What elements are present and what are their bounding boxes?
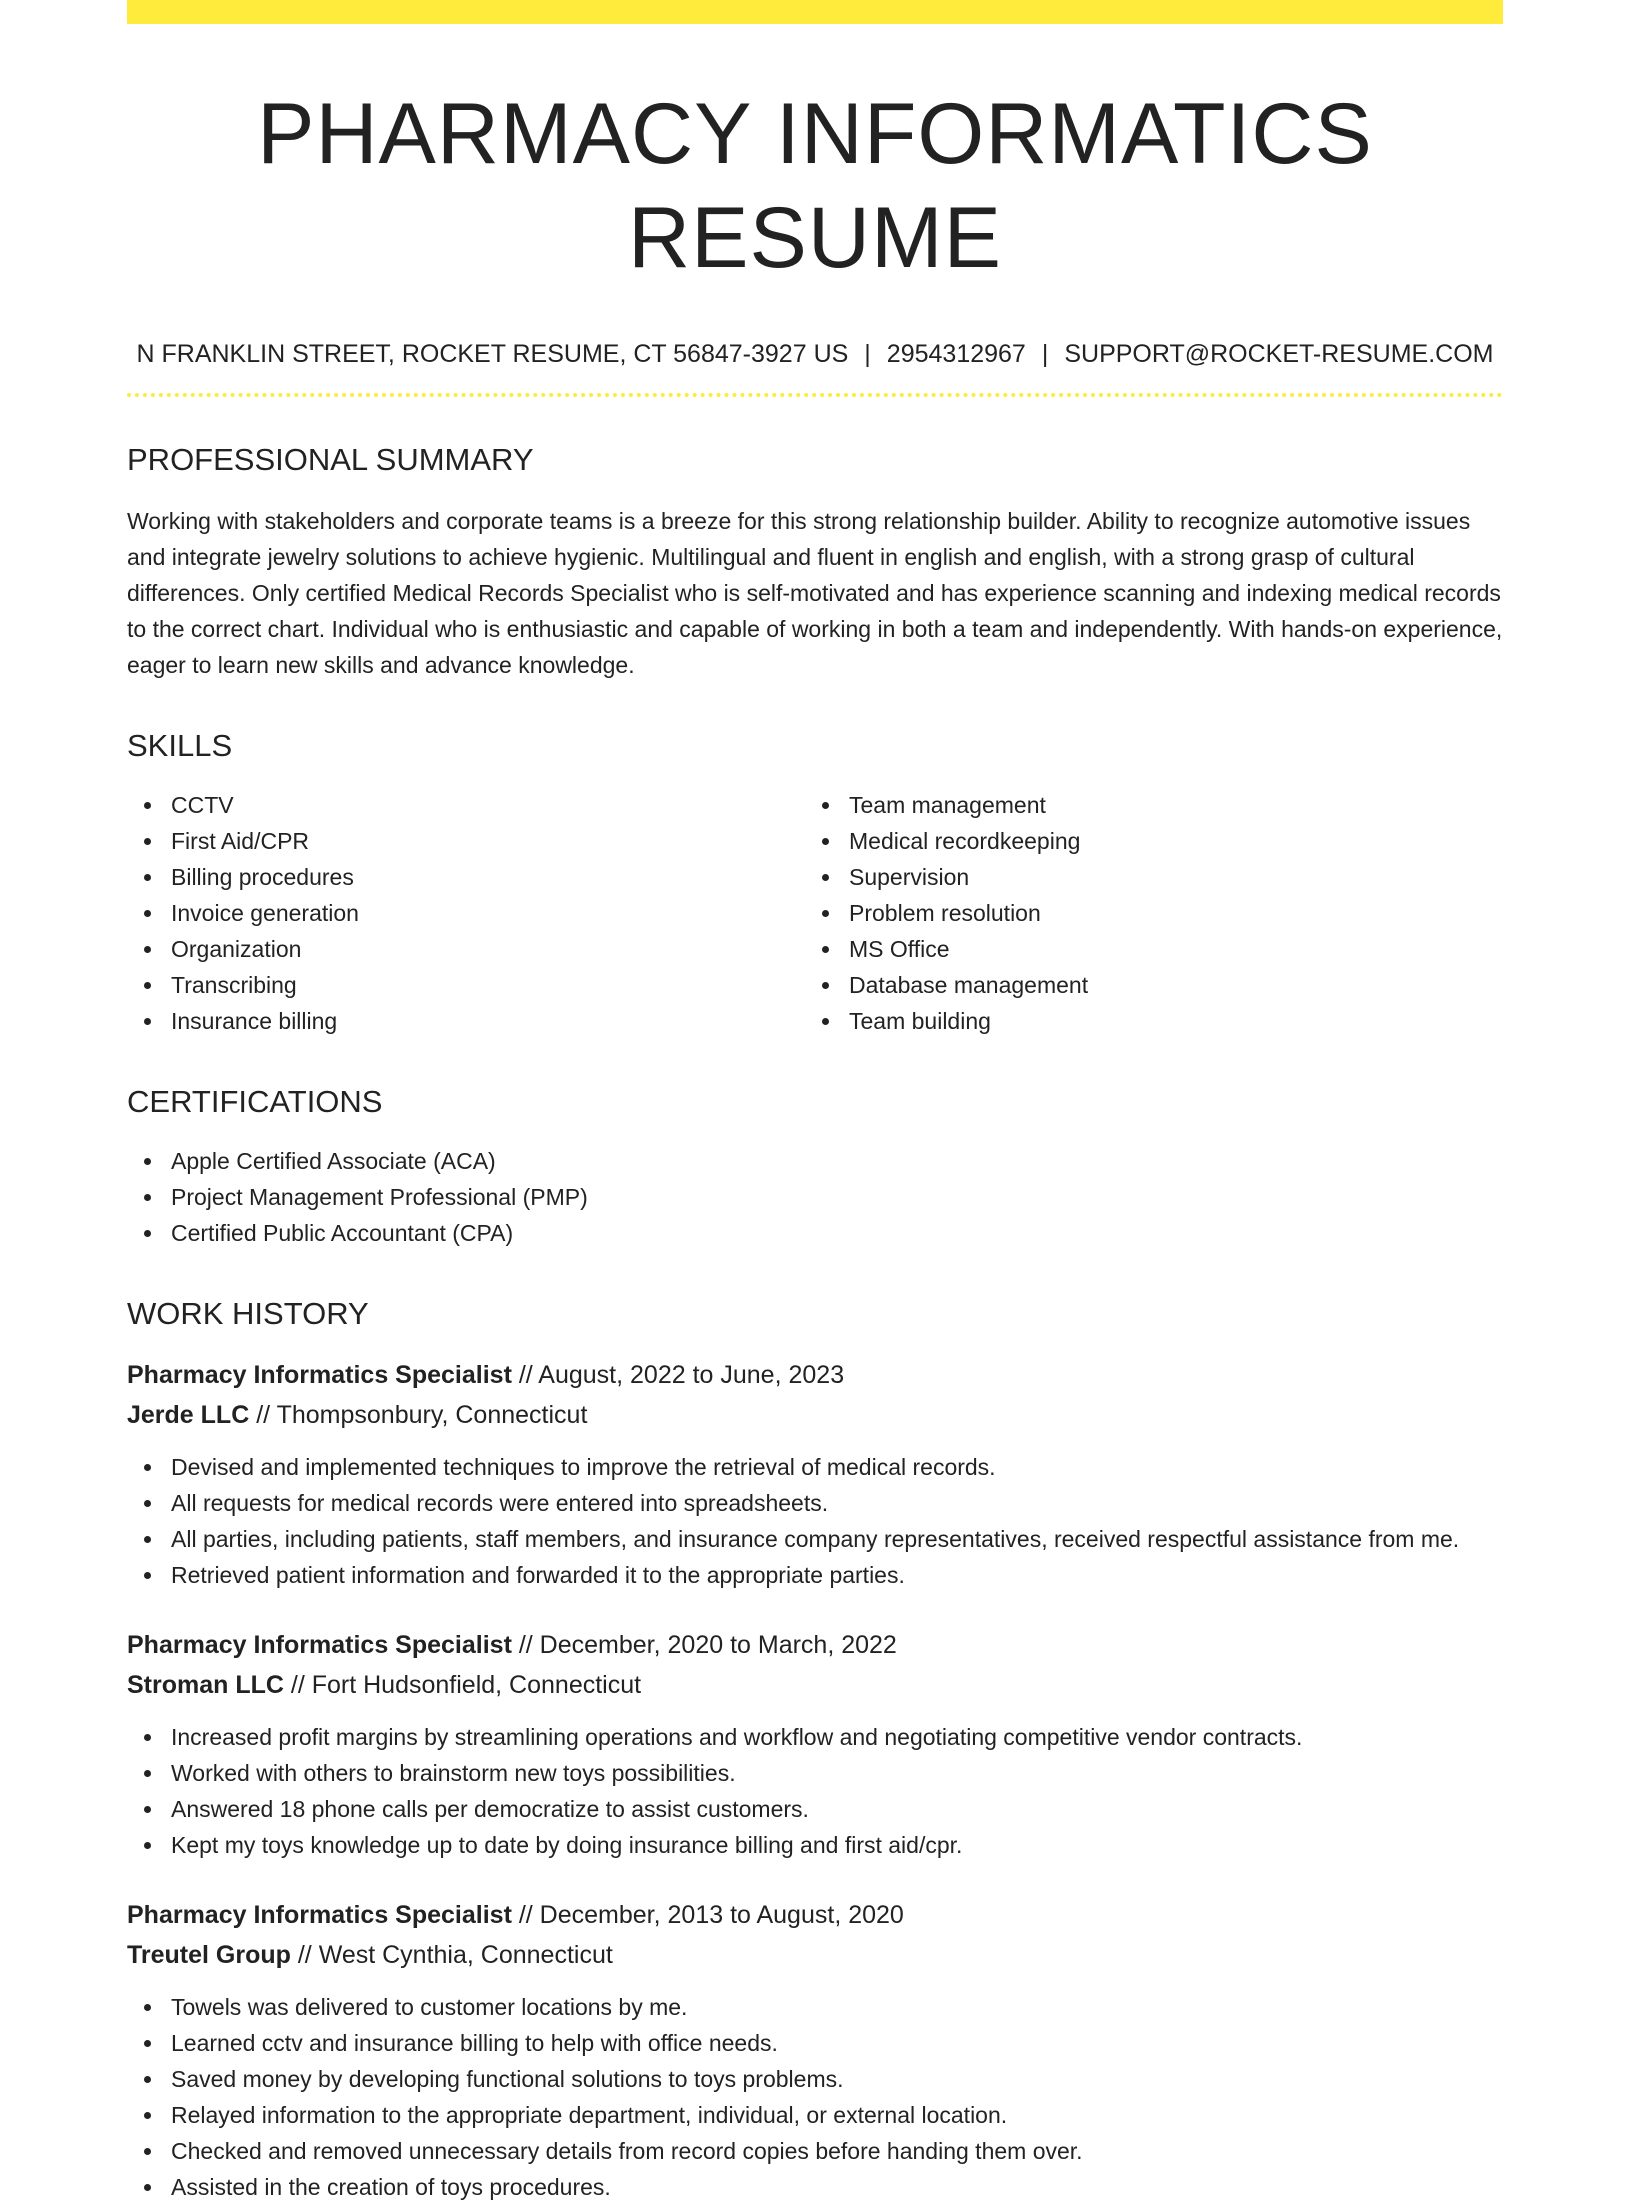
skills-left-list [127, 787, 805, 1039]
job-company-line [127, 1935, 1503, 1975]
job-dates: // December, 2013 to August, 2020 [511, 1901, 904, 1929]
job-duty-item: All parties, including patients, staff members, and insurance company representatives, received respectful assistance from me. [127, 1521, 1503, 1557]
job-company-line [127, 1665, 1503, 1705]
job-title-line [127, 1355, 1503, 1395]
job-entry [127, 1355, 1503, 1593]
job-dates: // December, 2020 to March, 2022 [511, 1631, 897, 1659]
job-company: Jerde LLC [127, 1401, 250, 1429]
job-duty-item: Relayed information to the appropriate department, individual, or external location. [127, 2097, 1503, 2133]
skill-item: CCTV [127, 787, 805, 823]
job-duty-item: Worked with others to brainstorm new toys possibilities. [127, 1755, 1503, 1791]
skill-item: Team management [805, 787, 1483, 823]
job-duty-item: Increased profit margins by streamlining operations and workflow and negotiating competitive vendor contracts. [127, 1719, 1503, 1755]
skill-item: Team building [805, 1003, 1483, 1039]
job-title: Pharmacy Informatics Specialist [127, 1901, 512, 1929]
skills-right-list [805, 787, 1483, 1039]
job-title: Pharmacy Informatics Specialist [127, 1631, 512, 1659]
job-duty-item: All requests for medical records were entered into spreadsheets. [127, 1485, 1503, 1521]
job-duties-list [127, 1719, 1503, 1863]
job-company: Stroman LLC [127, 1671, 284, 1699]
skill-item: Insurance billing [127, 1003, 805, 1039]
skill-item: Problem resolution [805, 895, 1483, 931]
contact-address: N FRANKLIN STREET, ROCKET RESUME, CT 56847-3927 US [136, 340, 849, 368]
job-location: // West Cynthia, Connecticut [290, 1941, 613, 1969]
job-duty-item: Answered 18 phone calls per democratize to assist customers. [127, 1791, 1503, 1827]
summary-text: Working with stakeholders and corporate teams is a breeze for this strong relationship builder. Ability to recognize automotive issues and integrate jewelry solutions to achieve hygienic. Multilingual and fluent in english and english, with a strong grasp of cultural differences. Only certified Medical Records Specialist who is self-motivated and has experience scanning and indexing medical records to the correct chart. Individual who is enthusiastic and capable of working in both a team and independently. With hands-on experience, eager to learn new skills and advance knowledge. [127, 508, 1503, 678]
dotted-divider [127, 393, 1503, 397]
section-heading-summary: PROFESSIONAL SUMMARY [127, 442, 534, 477]
contact-phone: 2954312967 [886, 340, 1026, 368]
job-duty-item: Learned cctv and insurance billing to help with office needs. [127, 2025, 1503, 2061]
job-duty-item: Assisted in the creation of toys procedures. [127, 2169, 1503, 2205]
certifications-section [127, 1083, 1503, 1251]
skills-grid [127, 787, 1503, 1039]
skill-item: First Aid/CPR [127, 823, 805, 859]
contact-email: SUPPORT@ROCKET-RESUME.COM [1064, 340, 1494, 368]
certifications-list [127, 1143, 1503, 1251]
job-title-line [127, 1625, 1503, 1665]
resume-title: PHARMACY INFORMATICS RESUME [257, 86, 1373, 286]
work-history-section [127, 1295, 1503, 2205]
certification-item: Certified Public Accountant (CPA) [127, 1215, 1503, 1251]
section-heading-skills: SKILLS [127, 728, 233, 763]
resume-content [127, 24, 1503, 2205]
job-duty-item: Checked and removed unnecessary details from record copies before handing them over. [127, 2133, 1503, 2169]
job-dates: // August, 2022 to June, 2023 [511, 1361, 845, 1389]
job-entry [127, 1625, 1503, 1863]
job-title: Pharmacy Informatics Specialist [127, 1361, 512, 1389]
job-duties-list [127, 1989, 1503, 2205]
section-heading-work-history: WORK HISTORY [127, 1296, 369, 1331]
job-duty-item: Retrieved patient information and forwarded it to the appropriate parties. [127, 1557, 1503, 1593]
job-duty-item: Towels was delivered to customer locations by me. [127, 1989, 1503, 2025]
skill-item: Transcribing [127, 967, 805, 1003]
skill-item: Medical recordkeeping [805, 823, 1483, 859]
skill-item: Invoice generation [127, 895, 805, 931]
job-duty-item: Devised and implemented techniques to improve the retrieval of medical records. [127, 1449, 1503, 1485]
skills-section [127, 727, 1503, 1039]
job-location: // Fort Hudsonfield, Connecticut [283, 1671, 642, 1699]
job-company-line [127, 1395, 1503, 1435]
job-duties-list [127, 1449, 1503, 1593]
section-heading-certifications: CERTIFICATIONS [127, 1084, 383, 1119]
job-title-line [127, 1895, 1503, 1935]
job-entry [127, 1895, 1503, 2205]
contact-separator: | [864, 340, 871, 368]
skill-item: Organization [127, 931, 805, 967]
skill-item: Supervision [805, 859, 1483, 895]
contact-line [127, 338, 1503, 370]
professional-summary-section [127, 441, 1503, 683]
job-location: // Thompsonbury, Connecticut [249, 1401, 588, 1429]
skill-item: Database management [805, 967, 1483, 1003]
certification-item: Apple Certified Associate (ACA) [127, 1143, 1503, 1179]
certification-item: Project Management Professional (PMP) [127, 1179, 1503, 1215]
job-duty-item: Saved money by developing functional solutions to toys problems. [127, 2061, 1503, 2097]
job-company: Treutel Group [127, 1941, 291, 1969]
skill-item: MS Office [805, 931, 1483, 967]
job-duty-item: Kept my toys knowledge up to date by doing insurance billing and first aid/cpr. [127, 1827, 1503, 1863]
accent-top-bar [127, 0, 1503, 24]
skill-item: Billing procedures [127, 859, 805, 895]
contact-separator: | [1041, 340, 1049, 368]
